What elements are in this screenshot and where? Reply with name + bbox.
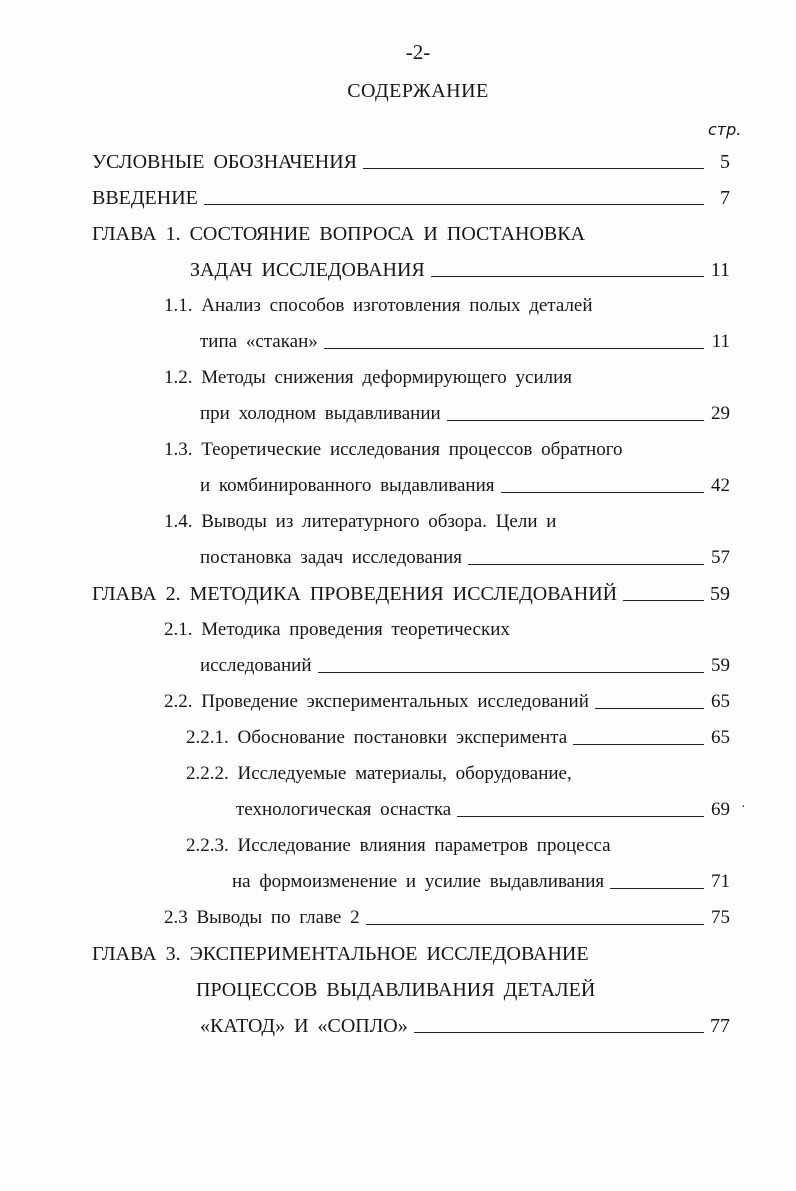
toc-entry: [164, 438, 623, 462]
toc-entry: [164, 690, 730, 714]
toc-entry-page: 11: [711, 331, 730, 352]
toc-entry-text: ГЛАВА 1. СОСТОЯНИЕ ВОПРОСА И ПОСТАНОВКА: [92, 223, 586, 245]
toc-entry: [236, 798, 730, 822]
toc-leader: [363, 168, 704, 169]
toc-entry: [200, 474, 730, 498]
toc-entry-text: ГЛАВА 3. ЭКСПЕРИМЕНТАЛЬНОЕ ИССЛЕДОВАНИЕ: [92, 943, 589, 965]
toc-leader: [573, 744, 704, 745]
toc-entry: [164, 510, 556, 534]
toc-entry-text: ГЛАВА 2. МЕТОДИКА ПРОВЕДЕНИЯ ИССЛЕДОВАНИЙ: [92, 583, 618, 605]
toc-entry-page: 59: [711, 655, 730, 676]
toc-entry: [92, 150, 730, 174]
toc-entry: [164, 366, 572, 390]
toc-entry: [196, 978, 595, 1002]
toc-entry-page: 69: [711, 799, 730, 820]
toc-entry-text: 2.2. Проведение экспериментальных исследований: [164, 691, 589, 712]
toc-entry: [200, 546, 730, 570]
toc-entry-page: 65: [711, 691, 730, 712]
toc-entry: [186, 726, 730, 750]
toc-entry: [186, 762, 572, 786]
toc-leader: [324, 348, 704, 349]
toc-entry-text: 2.2.2. Исследуемые материалы, оборудование,: [186, 763, 572, 784]
toc-entry-text: 2.2.1. Обоснование постановки эксперимента: [186, 727, 568, 748]
toc-entry: [164, 294, 593, 318]
toc-leader: [501, 492, 704, 493]
toc-entry-text: типа «стакан»: [200, 331, 318, 352]
toc-leader: [447, 420, 704, 421]
toc-entry-text: технологическая оснастка: [236, 799, 452, 820]
toc-entry-page: 57: [711, 547, 730, 568]
toc-entry: [200, 1014, 730, 1038]
toc-entry-page: 5: [720, 151, 730, 173]
toc-entry: [200, 654, 730, 678]
toc-entry: [200, 330, 730, 354]
toc-entry-text: 1.1. Анализ способов изготовления полых деталей: [164, 295, 593, 316]
toc-entry-page: 71: [711, 871, 730, 892]
toc-entry-text: на формоизменение и усилие выдавливания: [232, 871, 605, 892]
stray-mark: ·: [741, 800, 746, 815]
toc-entry-text: и комбинированного выдавливания: [200, 475, 495, 496]
toc-leader: [318, 672, 704, 673]
toc-entry-text: 1.3. Теоретические исследования процессов обратного: [164, 439, 623, 460]
toc-entry-page: 59: [710, 583, 730, 605]
toc-entry-page: 7: [720, 187, 730, 209]
page-title: СОДЕРЖАНИЕ: [347, 80, 489, 102]
toc-entry-page: 75: [711, 907, 730, 928]
toc-entry: [164, 618, 510, 642]
toc-entry: [92, 582, 730, 606]
toc-entry-text: ЗАДАЧ ИССЛЕДОВАНИЯ: [190, 259, 425, 281]
toc-entry: [232, 870, 730, 894]
toc-leader: [623, 600, 704, 601]
toc-entry: [186, 834, 611, 858]
toc-entry-text: 2.1. Методика проведения теоретических: [164, 619, 510, 640]
toc-leader: [431, 276, 704, 277]
toc-entry: [190, 258, 730, 282]
toc-entry-text: постановка задач исследования: [200, 547, 462, 568]
toc-entry: [164, 906, 730, 930]
toc-entry: [92, 942, 589, 966]
toc-leader: [595, 708, 704, 709]
toc-leader: [366, 924, 704, 925]
toc-entry-text: 1.2. Методы снижения деформирующего усилия: [164, 367, 573, 388]
toc-entry: [92, 186, 730, 210]
toc-entry-text: ПРОЦЕССОВ ВЫДАВЛИВАНИЯ ДЕТАЛЕЙ: [196, 979, 596, 1001]
toc-entry: [200, 402, 730, 426]
toc-leader: [610, 888, 704, 889]
toc-entry-text: 2.3 Выводы по главе 2: [164, 907, 360, 928]
toc-entry-text: ВВЕДЕНИЕ: [92, 187, 198, 209]
toc-entry-text: «КАТОД» И «СОПЛО»: [200, 1015, 408, 1037]
toc-leader: [457, 816, 704, 817]
toc-entry-page: 42: [711, 475, 730, 496]
toc-entry-page: 29: [711, 403, 730, 424]
toc-entry-text: УСЛОВНЫЕ ОБОЗНАЧЕНИЯ: [92, 151, 357, 173]
page-number: -2-: [405, 40, 431, 64]
toc-entry: [92, 222, 585, 246]
toc-entry-text: 1.4. Выводы из литературного обзора. Цели и: [164, 511, 557, 532]
toc-entry-page: 77: [710, 1015, 730, 1037]
toc-leader: [204, 204, 704, 205]
toc-leader: [468, 564, 704, 565]
toc-entry-text: при холодном выдавливании: [200, 403, 441, 424]
toc-entry-text: 2.2.3. Исследование влияния параметров процесса: [186, 835, 611, 856]
toc-entry-page: 65: [711, 727, 730, 748]
page-column-label: стр.: [708, 120, 742, 139]
toc-leader: [414, 1032, 704, 1033]
toc-entry-page: 11: [710, 259, 730, 281]
toc-entry-text: исследований: [200, 655, 312, 676]
